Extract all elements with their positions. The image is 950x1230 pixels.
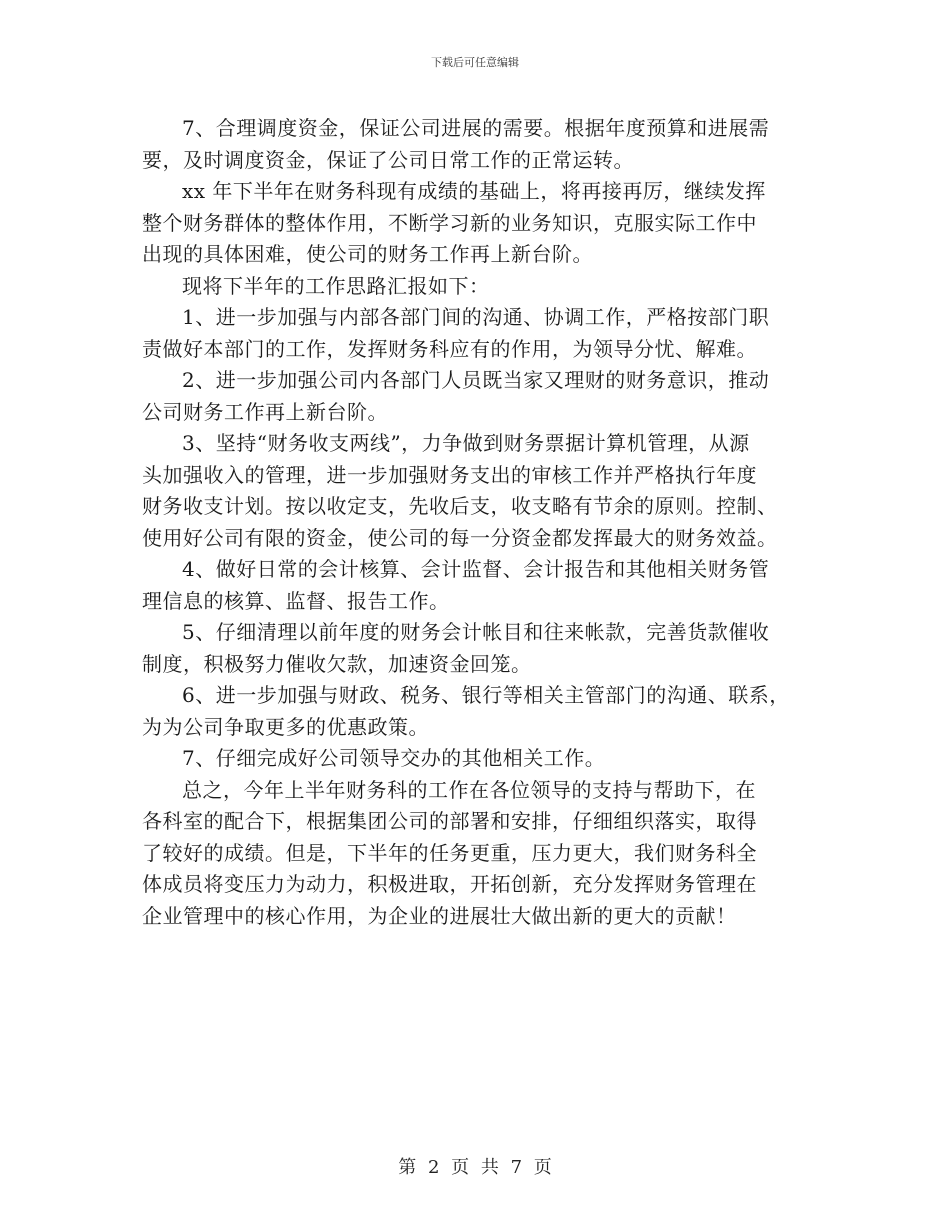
paragraph-6: 3、坚持“财务收支两线”，力争做到财务票据计算机管理，从源 头加强收入的管理，进一步加强财务支出的审核工作并严格执行年度 财务收支计划。按以收定支，先收后支，收支略有节余的原则。控制、 使用好公司有限的资金，使公司的每一分资金都发挥最大的财务效益。	[142, 431, 778, 550]
paragraph-3: 现将下半年的工作思路汇报如下：	[182, 273, 490, 298]
paragraph-8: 5、仔细清理以前年度的财务会计帐目和往来帐款，完善货款催收 制度，积极努力催收欠款，加速资金回笼。	[142, 620, 770, 676]
paragraph-11: 总之，今年上半年财务科的工作在各位领导的支持与帮助下，在 各科室的配合下，根据集团公司的部署和安排，仔细组织落实，取得 了较好的成绩。但是，下半年的任务更重，压力更大，我们财务科全 体成员将变压力为动力，积极进取，开拓创新，充分发挥财务管理在 企业管理中的核心作用，为企业的进展壮大做出新的更大的贡献！	[142, 777, 757, 928]
paragraph-2: xx 年下半年在财务科现有成绩的基础上，将再接再厉，继续发挥 整个财务群体的整体作用，不断学习新的业务知识，克服实际工作中 出现的具体困难，使公司的财务工作再上新台阶。	[142, 179, 766, 266]
document-body	[142, 113, 810, 932]
paragraph-4: 1、进一步加强与内部各部门间的沟通、协调工作，严格按部门职 责做好本部门的工作，发挥财务科应有的作用，为领导分忧、解难。	[142, 305, 770, 361]
paragraph-7: 4、做好日常的会计核算、会计监督、会计报告和其他相关财务管 理信息的核算、监督、报告工作。	[142, 557, 770, 613]
paragraph-9: 6、进一步加强与财政、税务、银行等相关主管部门的沟通、联系， 为为公司争取更多的优惠政策。	[142, 683, 790, 739]
paragraph-10: 7、仔细完成好公司领导交办的其他相关工作。	[182, 746, 606, 770]
page-header: 下载后可任意编辑	[431, 56, 519, 69]
paragraph-5: 2、进一步加强公司内各部门人员既当家又理财的财务意识，推动 公司财务工作再上新台阶。	[142, 368, 770, 424]
page-number: 第 2 页 共 7 页	[398, 1157, 552, 1178]
paragraph-1: 7、合理调度资金，保证公司进展的需要。根据年度预算和进展需 要，及时调度资金，保证了公司日常工作的正常运转。	[142, 116, 770, 172]
